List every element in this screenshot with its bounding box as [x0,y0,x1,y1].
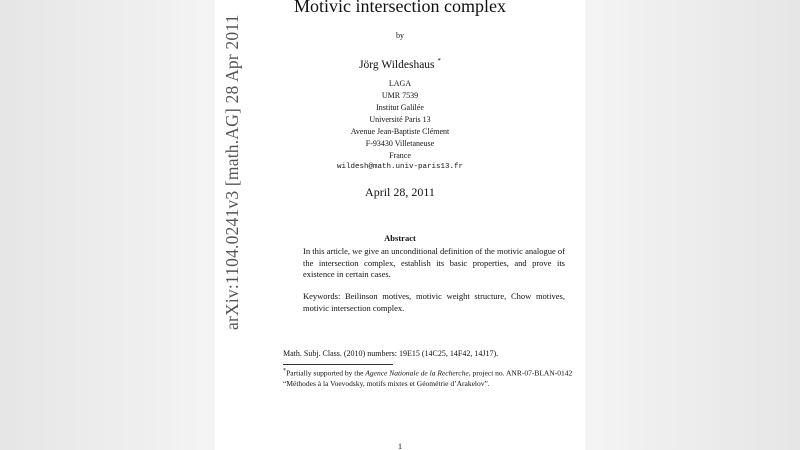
background-left [0,0,215,450]
affiliation-line: Avenue Jean-Baptiste Clément [350,127,450,136]
author-text: Jörg Wildeshaus [359,58,435,71]
footnote-mark: * [283,367,287,374]
abstract-heading: Abstract [384,233,416,243]
footnote-agency: Agence Nationale de la Recherche [365,368,469,378]
footnote [283,366,585,390]
footnote-rule [283,364,393,365]
by-label: by [396,31,404,40]
affiliation-line: Institut Galilée [376,103,424,112]
page-number: 1 [397,441,403,450]
affiliation-line: LAGA [388,79,412,88]
paper-date: April 28, 2011 [365,185,435,199]
paper-page [215,0,585,450]
affiliation-line: Université Paris 13 [369,115,431,124]
background-right [585,0,800,450]
affiliation-line: F-93430 Villetaneuse [365,139,435,148]
footnote-post: , project no. ANR-07-BLAN-0142 “Méthodes à la Voevodsky, motifs mixtes et Géométrie d’Arakelov”. [283,368,573,388]
arxiv-stamp: arXiv:1104.0241v3 [math.AG] 28 Apr 2011 [222,14,242,330]
msc-classification: Math. Subj. Class. (2010) numbers: 19E15 (14C25, 14F42, 14J17). [283,349,499,358]
author-name [215,57,585,71]
footnote-pre: Partially supported by the [286,368,366,378]
affiliation-line: France [389,151,411,160]
abstract-text: In this article, we give an unconditional definition of the motivic analogue of the intersection complex, establish its basic properties, and prove its existence in certain cases. [303,246,565,280]
affiliation-line: UMR 7539 [381,91,419,100]
paper-title: Motivic intersection complex [294,0,506,16]
author-email: wildesh@math.univ-paris13.fr [336,163,464,171]
keywords-text: Keywords: Beilinson motives, motivic weight structure, Chow motives, motivic intersection complex. [303,291,565,313]
author-footnote-mark: * [437,57,441,65]
